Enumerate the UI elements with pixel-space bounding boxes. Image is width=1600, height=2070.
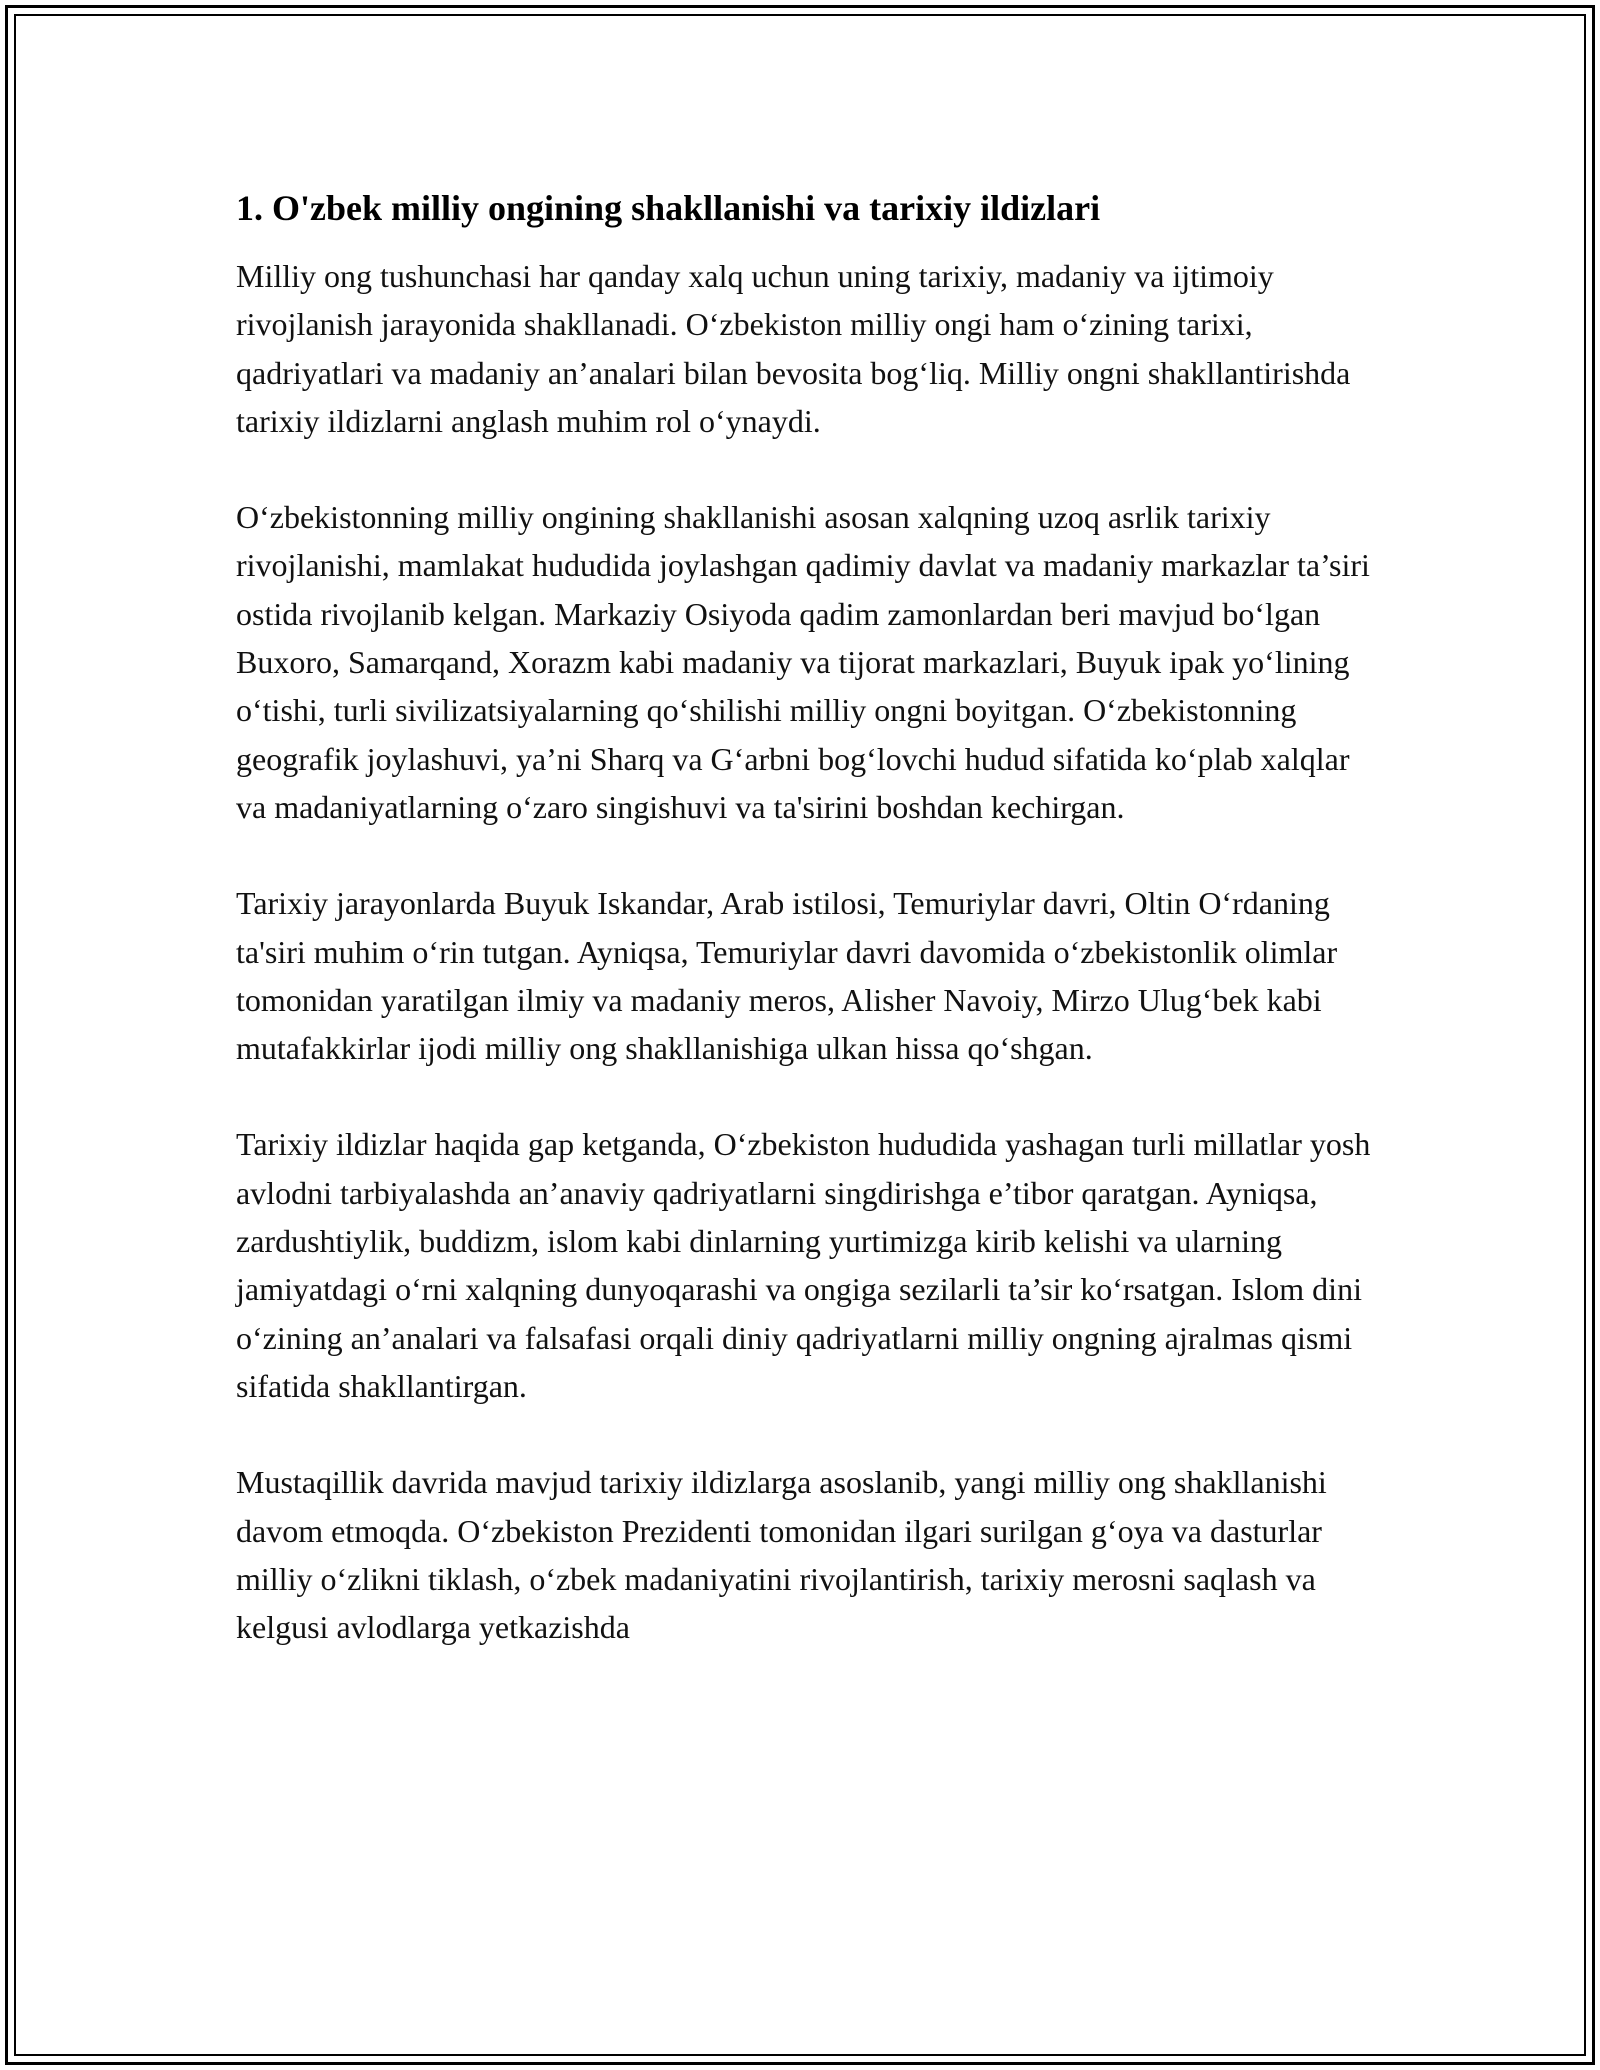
paragraph-tarixiy-ildizlar: Tarixiy ildizlar haqida gap ketganda, O‘zbekiston hududida yashagan turli millatlar yosh avlodni tarbiyalashda an’anaviy qadriyatlarni singdirishga e’tibor qaratgan. Ayniqsa, zardushtiylik, buddizm, islom kabi dinlarning yurtimizga kirib kelishi va ularning jamiyatdagi o‘rni xalqning dunyoqarashi va ongiga sezilarli ta’sir ko‘rsatgan. Islom dini o‘zining an’analari va falsafasi orqali diniy qadriyatlarni milliy ongning ajralmas qismi sifatida shakllantirgan. xyxy=(236,1126,1371,1404)
paragraph-milliy-ong-tushunchasi: Milliy ong tushunchasi har qanday xalq uchun uning tarixiy, madaniy va ijtimoiy rivojlanish jarayonida shakllanadi. O‘zbekiston milliy ongi ham o‘zining tarixi, qadriyatlari va madaniy an’analari bilan bevosita bog‘liq. Milliy ongni shakllantirishda tarixiy ildizlarni anglash muhim rol o‘ynaydi. xyxy=(236,258,1351,439)
document-body xyxy=(236,184,1376,1651)
paragraph-mustaqillik-davri: Mustaqillik davrida mavjud tarixiy ildizlarga asoslanib, yangi milliy ong shakllanishi davom etmoqda. O‘zbekiston Prezidenti tomonidan ilgari surilgan g‘oya va dasturlar milliy o‘zlikni tiklash, o‘zbek madaniyatini rivojlantirish, tarixiy merosni saqlash va kelgusi avlodlarga yetkazishda xyxy=(236,1464,1327,1646)
paragraph-shakllanish-asoslari: O‘zbekistonning milliy ongining shakllanishi asosan xalqning uzoq asrlik tarixiy rivojlanishi, mamlakat hududida joylashgan qadimiy davlat va madaniy markazlar ta’siri ostida rivojlanib kelgan. Markaziy Osiyoda qadim zamonlardan beri mavjud bo‘lgan Buxoro, Samarqand, Xorazm kabi madaniy va tijorat markazlari, Buyuk ipak yo‘lining o‘tishi, turli sivilizatsiyalarning qo‘shilishi milliy ongni boyitgan. O‘zbekistonning geografik joylashuvi, ya’ni Sharq va G‘arbni bog‘lovchi hudud sifatida ko‘plab xalqlar va madaniyatlarning o‘zaro singishuvi va ta'sirini boshdan kechirgan. xyxy=(236,499,1370,825)
paragraph-tarixiy-jarayonlar: Tarixiy jarayonlarda Buyuk Iskandar, Arab istilosi, Temuriylar davri, Oltin O‘rdaning ta'siri muhim o‘rin tutgan. Ayniqsa, Temuriylar davri davomida o‘zbekistonlik olimlar tomonidan yaratilgan ilmiy va madaniy meros, Alisher Navoiy, Mirzo Ulug‘bek kabi mutafakkirlar ijodi milliy ong shakllanishiga ulkan hissa qo‘shgan. xyxy=(236,885,1338,1067)
section-heading: 1. O'zbek milliy ongining shakllanishi va tarixiy ildizlari xyxy=(236,188,1101,228)
